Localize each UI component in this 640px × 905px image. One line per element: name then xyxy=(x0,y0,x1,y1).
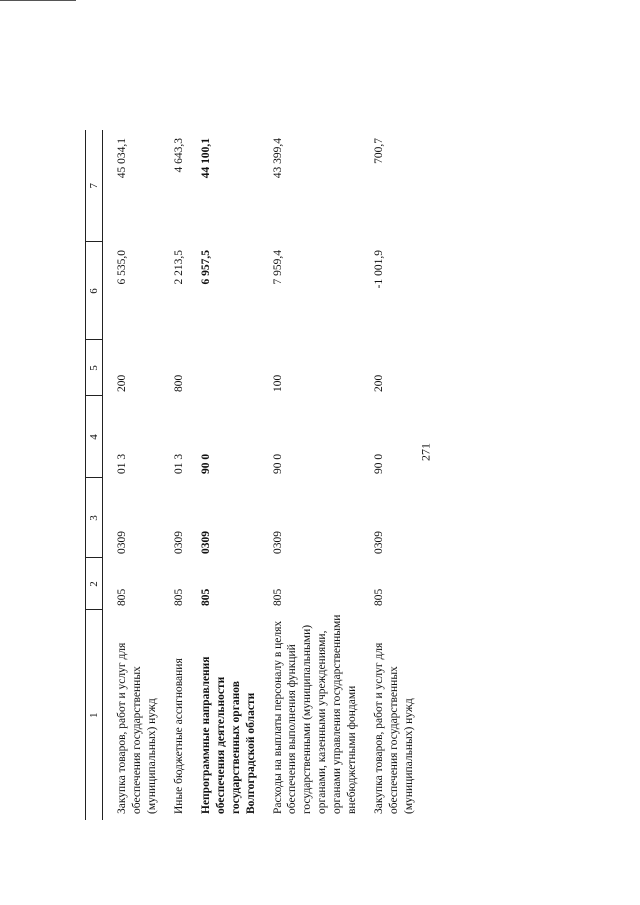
cell-c2: 805 xyxy=(172,588,185,606)
cell-c2: 805 xyxy=(271,588,284,606)
cell-c3: 0309 xyxy=(271,531,284,554)
spacer-cell xyxy=(103,130,116,820)
cell-c6: 6 957,5 xyxy=(199,250,212,285)
cell-c4: 90 0 xyxy=(271,453,284,474)
cell-c3: 0309 xyxy=(116,531,128,554)
cell-c7: 45 034,1 xyxy=(116,138,128,179)
header-row xyxy=(86,130,103,820)
row-spacer xyxy=(160,130,172,820)
cell-c6: 2 213,5 xyxy=(172,250,185,285)
cell-c5 xyxy=(199,340,259,396)
cell-c6: -1 001,9 xyxy=(373,250,386,289)
cell-c5: 200 xyxy=(116,374,128,392)
cell-name: Закупка товаров, работ и услуг для обеспечения государственных (муниципальных) нужд xyxy=(373,642,415,814)
column-header: 7 xyxy=(86,130,103,242)
spacer-cell xyxy=(259,130,271,820)
row-spacer xyxy=(187,130,199,820)
cell-name: Закупка товаров, работ и услуг для обеспечения государственных (муниципальных) нужд xyxy=(116,642,158,814)
cell-c6: 6 535,0 xyxy=(116,250,128,285)
cell-c4: 90 0 xyxy=(199,453,212,474)
cell-c7: 44 100,1 xyxy=(199,138,212,179)
cell-c2: 805 xyxy=(373,588,386,606)
cell-c6: 7 959,4 xyxy=(271,250,284,285)
row-spacer xyxy=(360,130,372,820)
column-header: 2 xyxy=(86,558,103,610)
row-spacer xyxy=(259,130,271,820)
table-row xyxy=(199,130,259,820)
budget-table xyxy=(85,130,417,820)
cell-name: Непрограммные направления обеспечения деятельности государственных органов Волгоградской области xyxy=(199,656,257,814)
cell-c4: 01 3 xyxy=(172,453,185,474)
row-spacer xyxy=(103,130,116,820)
cell-c3: 0309 xyxy=(199,531,212,554)
column-header: 3 xyxy=(86,478,103,558)
cell-c2: 805 xyxy=(116,588,128,606)
column-header: 4 xyxy=(86,396,103,478)
cell-c7: 4 643,3 xyxy=(172,138,185,173)
cell-c5: 200 xyxy=(373,374,386,392)
cell-c4: 90 0 xyxy=(373,453,386,474)
top-rule xyxy=(0,0,76,1)
cell-c7: 43 399,4 xyxy=(271,138,284,179)
cell-c3: 0309 xyxy=(373,531,386,554)
column-header: 5 xyxy=(86,340,103,396)
page-number: 271 xyxy=(418,443,433,461)
budget-table-rotated xyxy=(85,130,555,820)
cell-c4: 01 3 xyxy=(116,453,128,474)
cell-c5: 800 xyxy=(172,374,185,392)
table-row xyxy=(172,130,187,820)
table-row xyxy=(115,130,160,820)
cell-c5: 100 xyxy=(271,374,284,392)
column-header: 6 xyxy=(86,242,103,340)
spacer-cell xyxy=(160,130,172,820)
spacer-cell xyxy=(187,130,199,820)
cell-c7: 700,7 xyxy=(373,138,386,164)
cell-name: Иные бюджетные ассигнования xyxy=(172,658,185,814)
column-header: 1 xyxy=(86,610,103,820)
table-row xyxy=(372,130,417,820)
cell-c2: 805 xyxy=(199,588,212,606)
spacer-cell xyxy=(360,130,372,820)
cell-c3: 0309 xyxy=(172,531,185,554)
table-row xyxy=(271,130,361,820)
cell-name: Расходы на выплаты персоналу в целях обеспечения выполнения функций государственными (муниципальными) органами, казенными учреждениями, органами управления государственными внебюджетными фондами xyxy=(271,614,359,814)
